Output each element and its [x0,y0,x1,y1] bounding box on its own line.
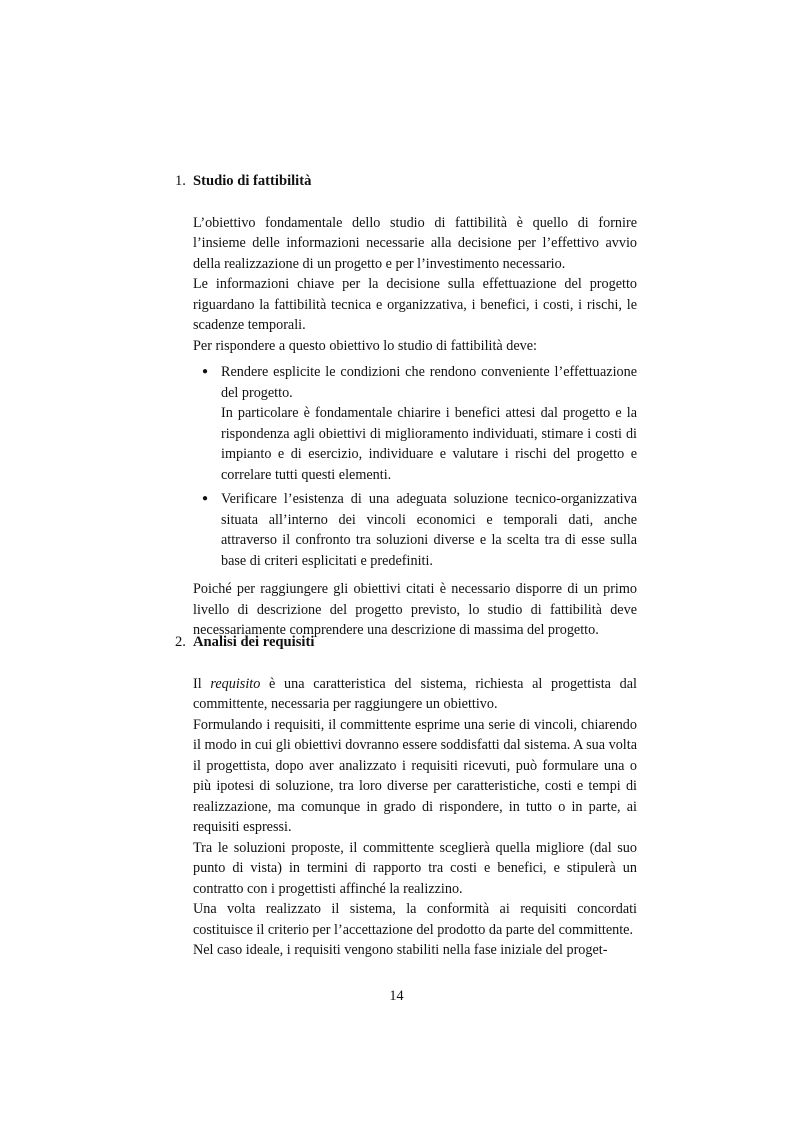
list-item [202,489,637,571]
section-title: Studio di fattibilità [193,173,312,189]
text-run: Il [193,675,211,692]
paragraph: Per rispondere a questo obiettivo lo studio di fattibilità deve: [193,337,537,354]
paragraph: L’obiettivo fondamentale dello studio di fattibilità è quello di fornire l’insieme delle informazioni necessarie alla decisione per l’effettivo avvio della realizzazione di un progetto e per l’investimento necessario. [193,214,637,272]
section-analisi-requisiti [175,632,637,961]
bullet-icon: ● [202,493,209,504]
paragraph [193,674,637,715]
paragraph: Poiché per raggiungere gli obiettivi citati è necessario disporre di un primo livello di descrizione del progetto previsto, lo studio di fattibilità deve necessariamente comprendere una descrizione di massima del progetto. [193,581,637,638]
section-number: 2. [175,634,186,650]
paragraph: Le informazioni chiave per la decisione sulla effettuazione del progetto riguardano la fattibilità tecnica e organizzativa, i benefici, i costi, i rischi, le scadenze temporali. [193,276,637,333]
bullet-list [193,362,637,571]
section-heading [175,632,637,653]
section-studio-fattibilita [175,171,637,641]
list-item-text: Rendere esplicite le condizioni che rendono conveniente l’effettuazione del progetto. [221,364,637,401]
paragraph: Formulando i requisiti, il committente esprime una serie di vincoli, chiarendo il modo in cui gli obiettivi dovranno essere soddisfatti dal sistema. A sua volta il progettista, dopo aver analizzato i requisiti ricevuti, può formulare una o più ipotesi di soluzione, tra loro diverse per caratteristiche, costi e tempi di realizzazione, ma comunque in grado di rispondere, in tutto o in parte, ai requisiti espressi. [193,716,637,835]
paragraph: Una volta realizzato il sistema, la conformità ai requisiti concordati costituisce il criterio per l’accettazione del prodotto da parte del committente. [193,901,637,938]
section-body [193,674,637,961]
list-item-text: Verificare l’esistenza di una adeguata soluzione tecnico-organizzativa situata all’interno dei vincoli economici e temporali dati, anche attraverso il confronto tra soluzioni diverse e la scelta tra di esse sulla base di criteri esplicitati e predefiniti. [221,491,637,569]
paragraph: Tra le soluzioni proposte, il committente sceglierà quella migliore (dal suo punto di vista) in termini di rapporto tra costi e benefici, e stipulerà un contratto con i progettisti affinché la realizzino. [193,839,637,897]
emphasized-term: requisito [210,675,261,692]
page-number: 14 [389,988,404,1004]
section-number: 1. [175,173,186,189]
list-item [202,362,637,485]
section-heading [175,171,637,192]
section-title: Analisi dei requisiti [193,634,315,650]
paragraph: Nel caso ideale, i requisiti vengono stabiliti nella fase iniziale del proget- [193,942,608,958]
bullet-icon: ● [202,366,209,377]
section-body [193,213,637,641]
text-run: è una caratteristica del sistema, richiesta al progettista dal committente, necessaria per raggiungere un obiettivo. [193,675,637,712]
list-item-continuation: In particolare è fondamentale chiarire i benefici attesi dal progetto e la rispondenza agli obiettivi di miglioramento individuati, stimare i costi di impianto e di esercizio, individuare e valutare i rischi del progetto e correlare tutti questi elementi. [221,405,637,483]
